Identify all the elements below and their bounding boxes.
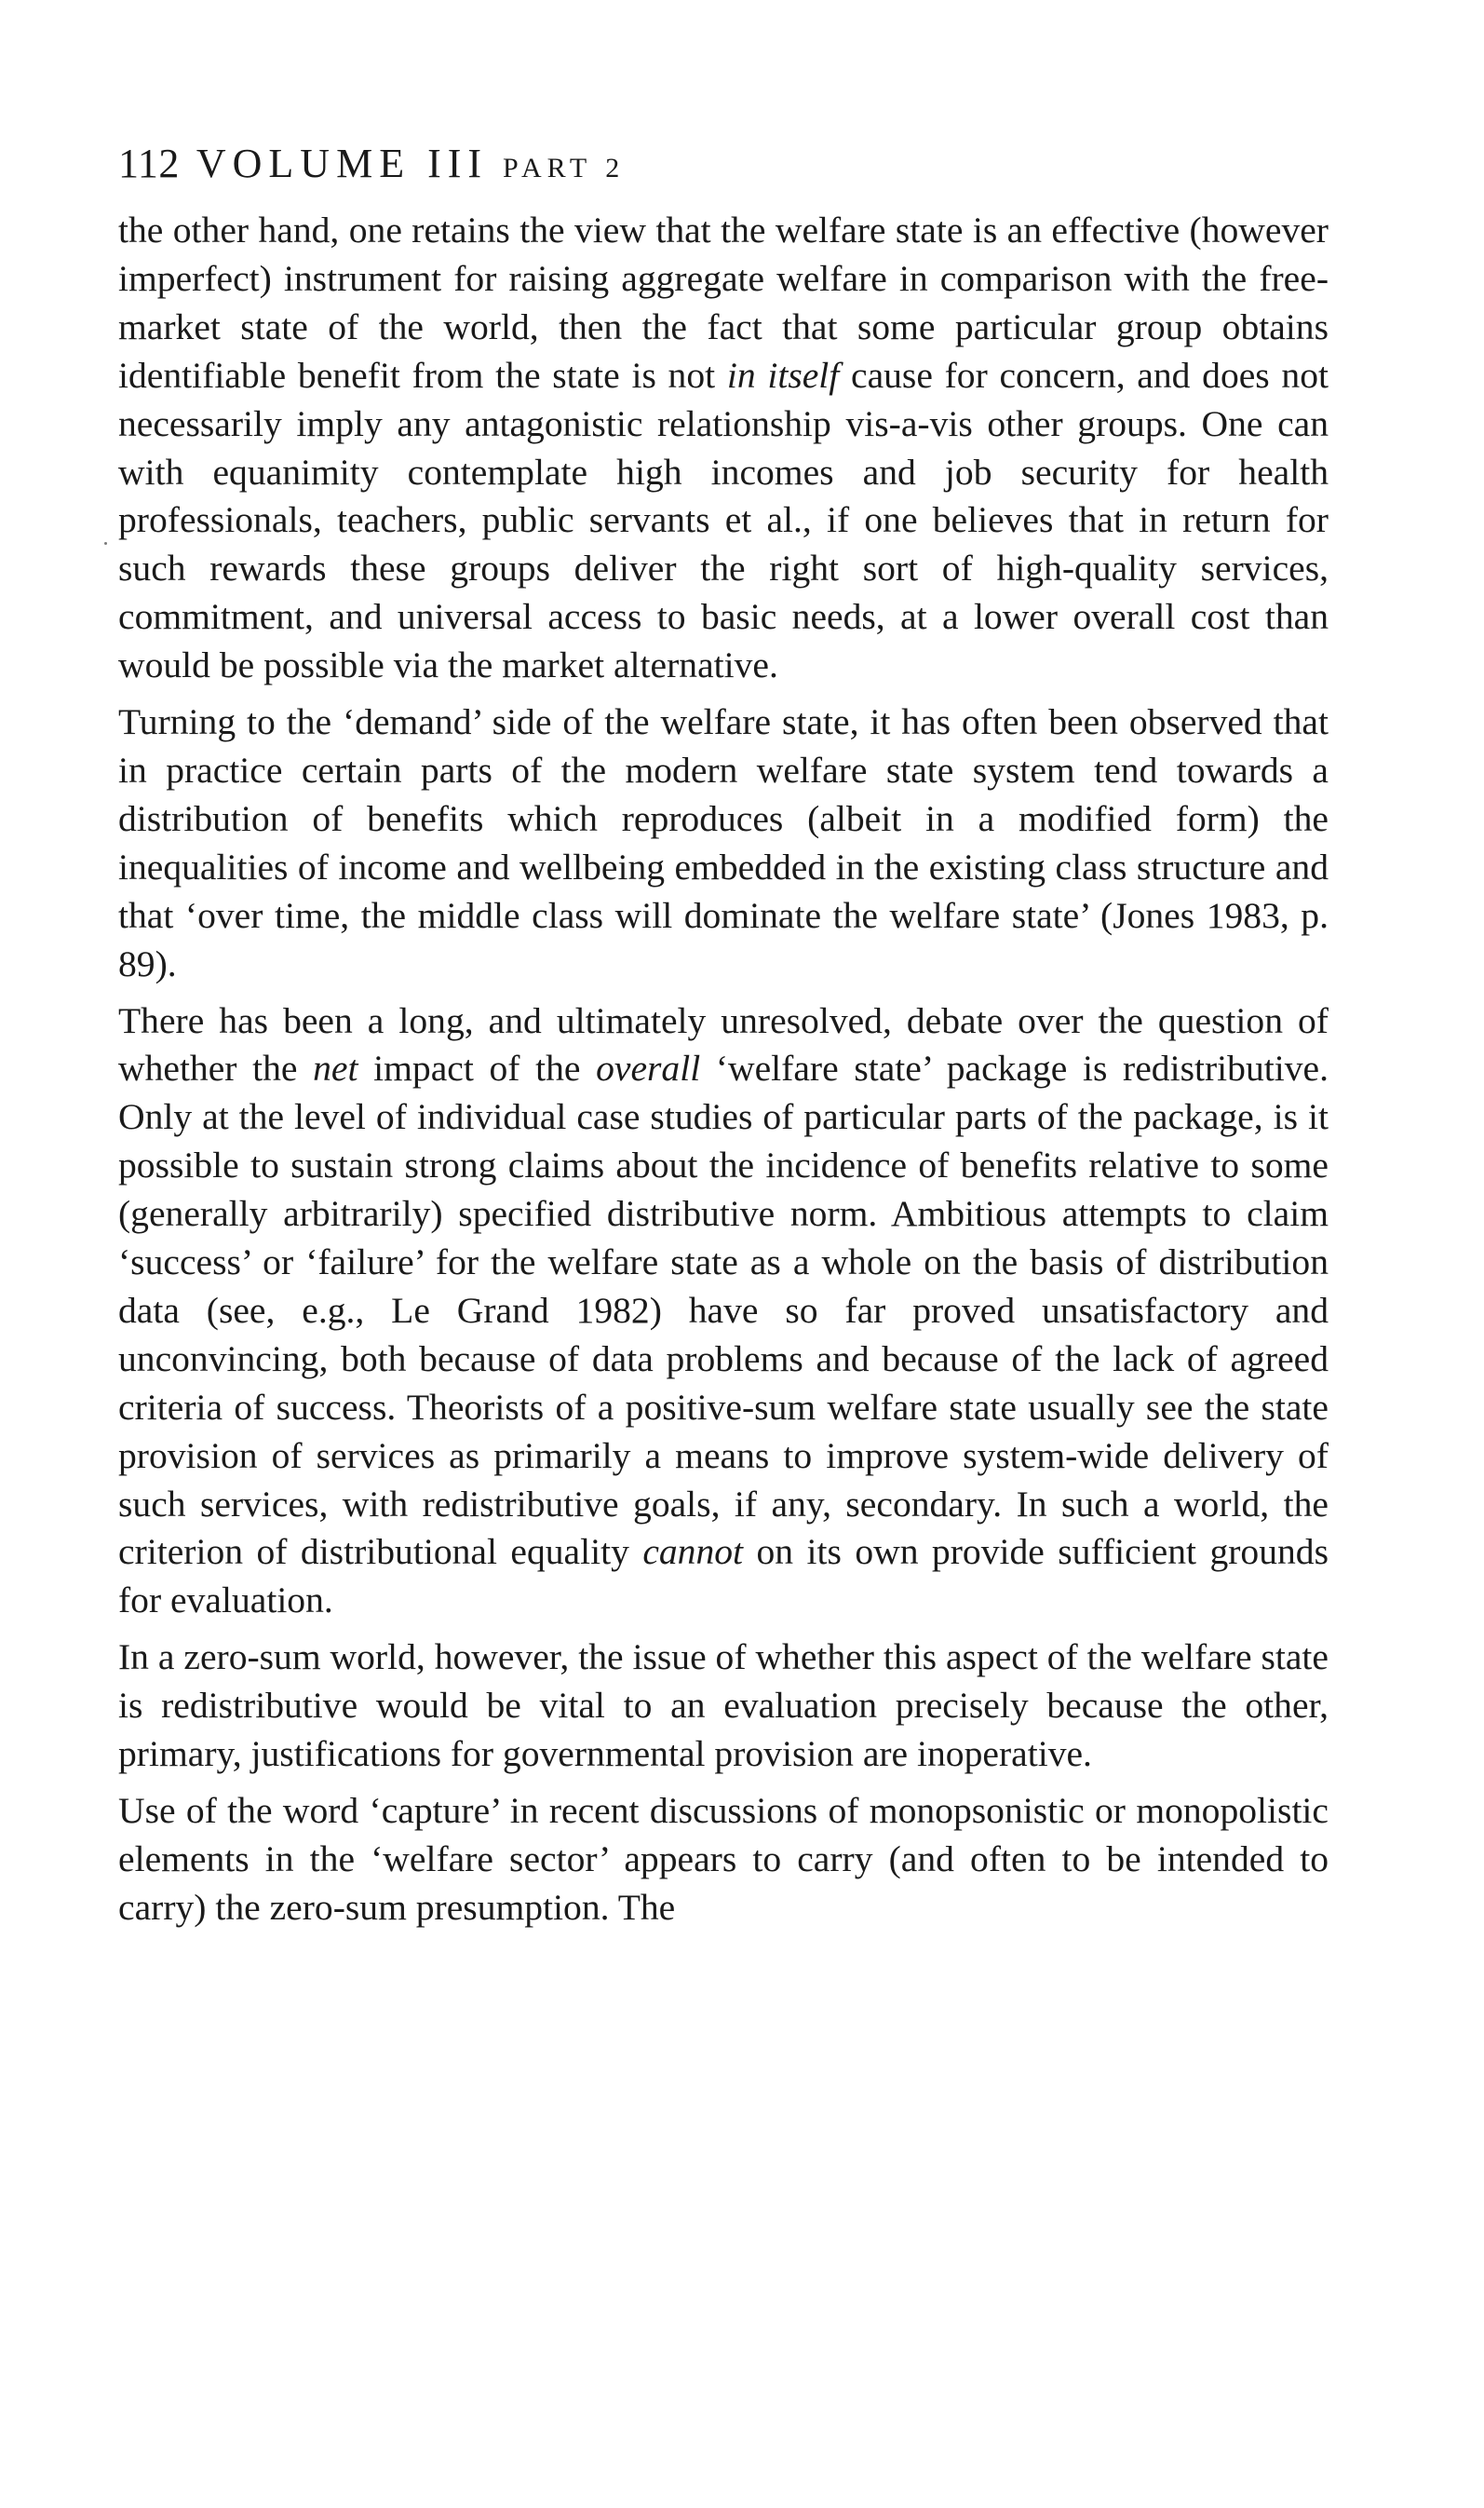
italic-text: overall xyxy=(596,1048,701,1090)
italic-text: cannot xyxy=(642,1531,744,1573)
part-label: PART xyxy=(503,153,593,183)
paragraph xyxy=(118,1787,1329,1932)
body-text xyxy=(118,207,1329,1932)
text-run: Turning to the ‘demand’ side of the welfare state, it has often been observed that in practice certain parts of the modern welfare state system tend towards a distribution of benefits which reproduces (albeit in a modified form) the inequalities of income and wellbeing embedded in the existing class structure and that ‘over time, the middle class will dominate the welfare state’ (Jones 1983, p. 89). xyxy=(118,701,1329,984)
running-header xyxy=(118,138,1329,190)
part-number: 2 xyxy=(605,153,620,183)
text-run: impact of the xyxy=(358,1048,597,1090)
text-run: In a zero-sum world, however, the issue of whether this aspect of the welfare state is redistributive would be vital to an evaluation precisely because the other, primary, justifications for governmental provision are inoperative. xyxy=(118,1636,1329,1775)
scan-speck xyxy=(104,542,107,545)
page-number: 112 xyxy=(118,141,180,186)
text-run: cause for concern, and does not necessarily imply any antagonistic relationship vis-a-vis other groups. One can with equanimity contemplate high incomes and job security for health professionals, teachers, public servants et al., if one believes that in return for such rewards these groups deliver the right sort of high-quality services, commitment, and universal access to basic needs, at a lower overall cost than would be possible via the market alternative. xyxy=(118,354,1329,686)
text-run: ‘welfare state’ package is redistributive. Only at the level of individual case studies of particular parts of the package, is it possible to sustain strong claims about the incidence of benefits relative to some (generally arbitrarily) specified distributive norm. Ambitious attempts to claim ‘success’ or ‘failure’ for the welfare state as a whole on the basis of distribution data (see, e.g., Le Grand 1982) have so far proved unsatisfactory and unconvincing, both because of data problems and because of the lack of agreed criteria of success. Theorists of a positive-sum welfare state usually see the state provision of services as primarily a means to improve system-wide delivery of such services, with redistributive goals, if any, secondary. In such a world, the criterion of distributional equality xyxy=(118,1048,1329,1573)
volume-label: VOLUME III xyxy=(196,141,489,186)
paragraph xyxy=(118,1634,1329,1779)
text-run: There has been a long, and ultimately unresolved, debate over the question of whether the xyxy=(118,999,1329,1090)
paragraph xyxy=(118,207,1329,690)
italic-text: net xyxy=(313,1048,358,1090)
text-run: Use of the word ‘capture’ in recent discussions of monopsonistic or monopolistic elements in the ‘welfare sector’ appears to carry (and often to be intended to carry) the zero-sum presumption. The xyxy=(118,1790,1329,1928)
paragraph xyxy=(118,698,1329,988)
paragraph xyxy=(118,997,1329,1626)
text-run: on its own provide sufficient grounds for evaluation. xyxy=(118,1531,1329,1621)
italic-text: in itself xyxy=(726,354,840,396)
text-run: the other hand, one retains the view that the welfare state is an effective (however imperfect) instrument for raising aggregate welfare in comparison with the free-market state of the world, then the fact that some particular group obtains identifiable benefit from the state is not xyxy=(118,210,1329,396)
book-page xyxy=(118,138,1329,1932)
